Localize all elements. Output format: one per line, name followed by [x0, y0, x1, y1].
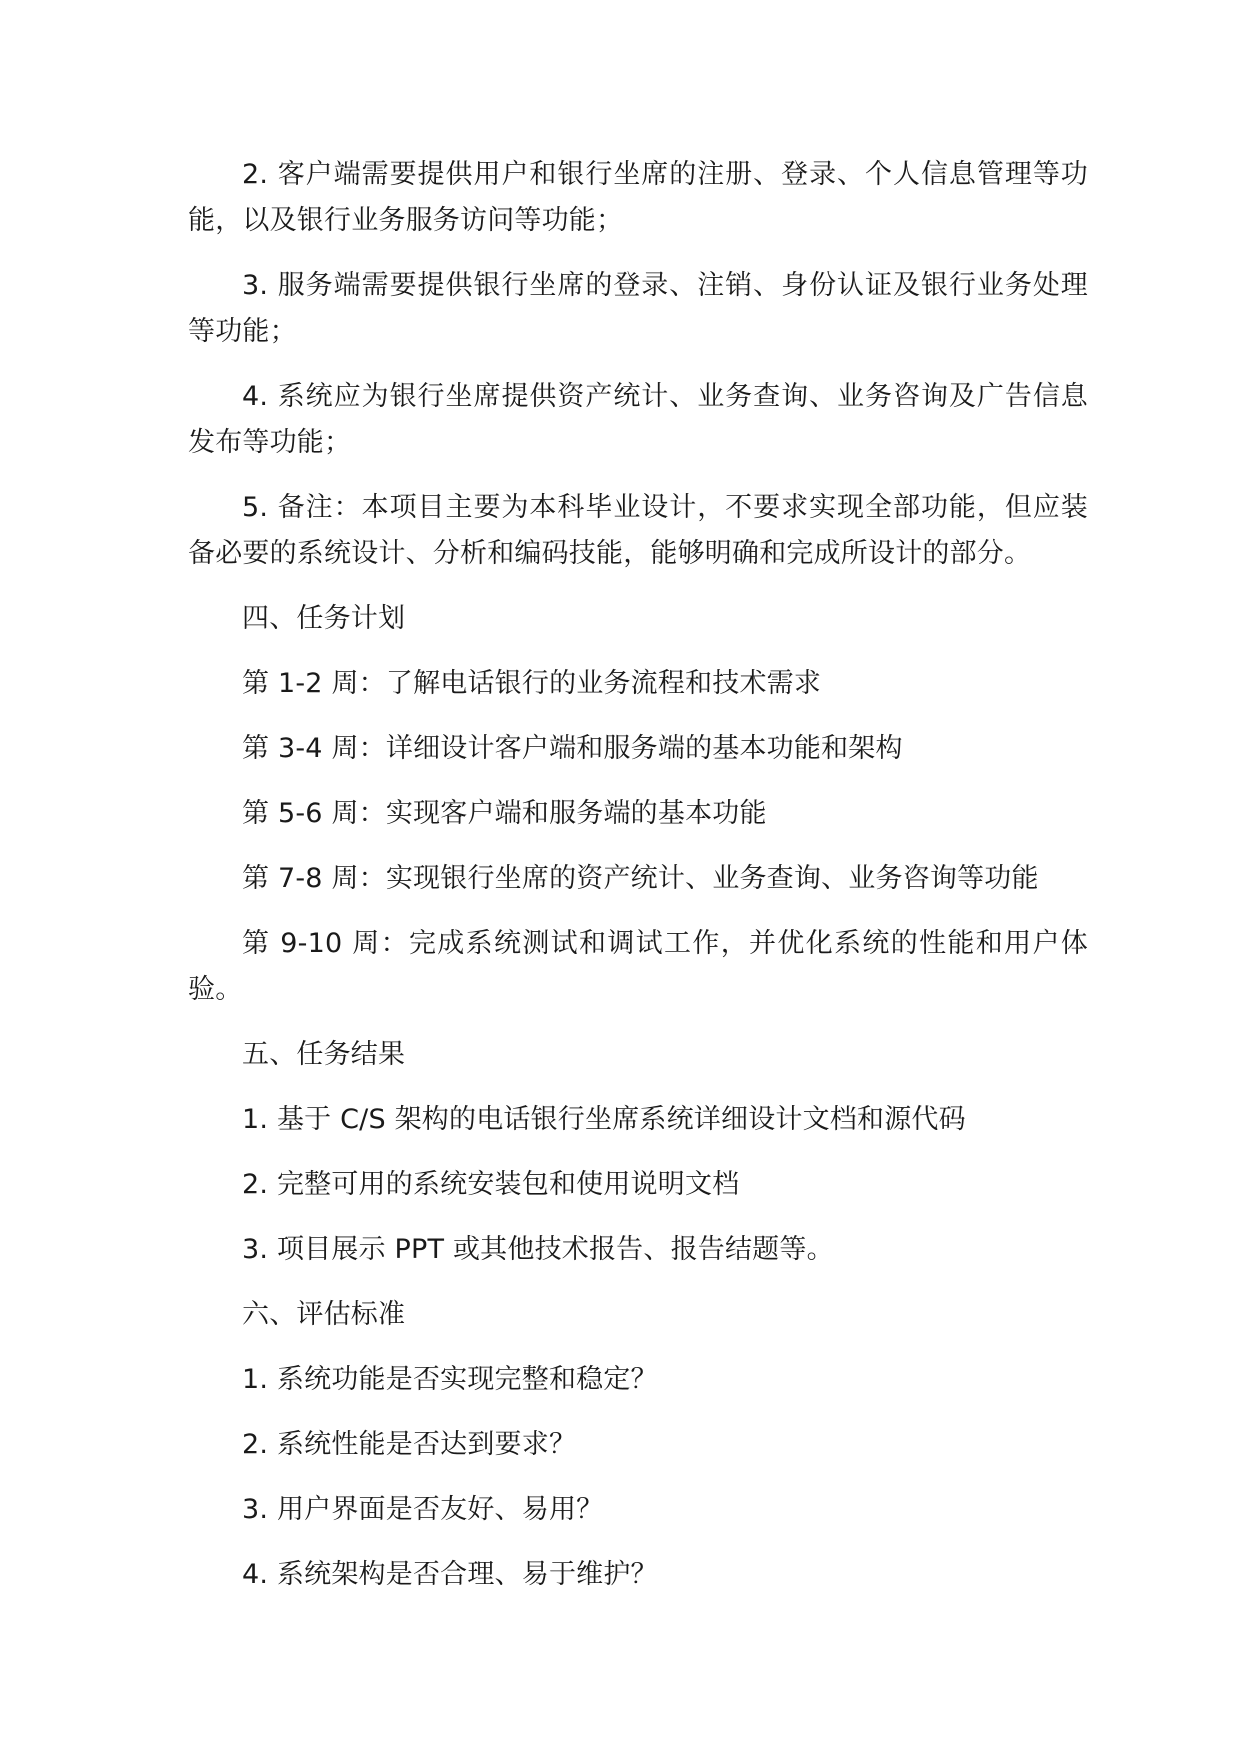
evaluation-item-2: 2. 系统性能是否达到要求？ — [242, 1429, 577, 1460]
requirement-item-3: 3. 服务端需要提供银行坐席的登录、注销、身份认证及银行业务处理等功能； — [188, 270, 1088, 347]
plan-week-5-6: 第 5-6 周：实现客户端和服务端的基本功能 — [242, 798, 767, 829]
section-heading-task-results: 五、任务结果 — [242, 1039, 406, 1070]
evaluation-item-4: 4. 系统架构是否合理、易于维护？ — [242, 1559, 658, 1590]
document-body — [188, 152, 1088, 1617]
plan-week-1-2: 第 1-2 周：了解电话银行的业务流程和技术需求 — [242, 668, 822, 699]
result-item-3: 3. 项目展示 PPT 或其他技术报告、报告结题等。 — [242, 1234, 834, 1265]
result-item-1: 1. 基于 C/S 架构的电话银行坐席系统详细设计文档和源代码 — [242, 1104, 966, 1135]
plan-week-7-8: 第 7-8 周：实现银行坐席的资产统计、业务查询、业务咨询等功能 — [242, 863, 1039, 894]
evaluation-item-3: 3. 用户界面是否友好、易用？ — [242, 1494, 604, 1525]
evaluation-item-1: 1. 系统功能是否实现完整和稳定？ — [242, 1364, 658, 1395]
result-item-2: 2. 完整可用的系统安装包和使用说明文档 — [242, 1169, 740, 1200]
requirement-item-4: 4. 系统应为银行坐席提供资产统计、业务查询、业务咨询及广告信息发布等功能； — [188, 381, 1088, 458]
section-heading-task-plan: 四、任务计划 — [242, 603, 406, 634]
requirement-item-5: 5. 备注：本项目主要为本科毕业设计，不要求实现全部功能，但应装备必要的系统设计、分析和编码技能，能够明确和完成所设计的部分。 — [188, 492, 1088, 569]
requirement-item-2: 2. 客户端需要提供用户和银行坐席的注册、登录、个人信息管理等功能，以及银行业务服务访问等功能； — [188, 159, 1088, 236]
section-heading-evaluation: 六、评估标准 — [242, 1299, 406, 1330]
plan-week-9-10: 第 9-10 周：完成系统测试和调试工作，并优化系统的性能和用户体验。 — [188, 928, 1088, 1005]
plan-week-3-4: 第 3-4 周：详细设计客户端和服务端的基本功能和架构 — [242, 733, 903, 764]
